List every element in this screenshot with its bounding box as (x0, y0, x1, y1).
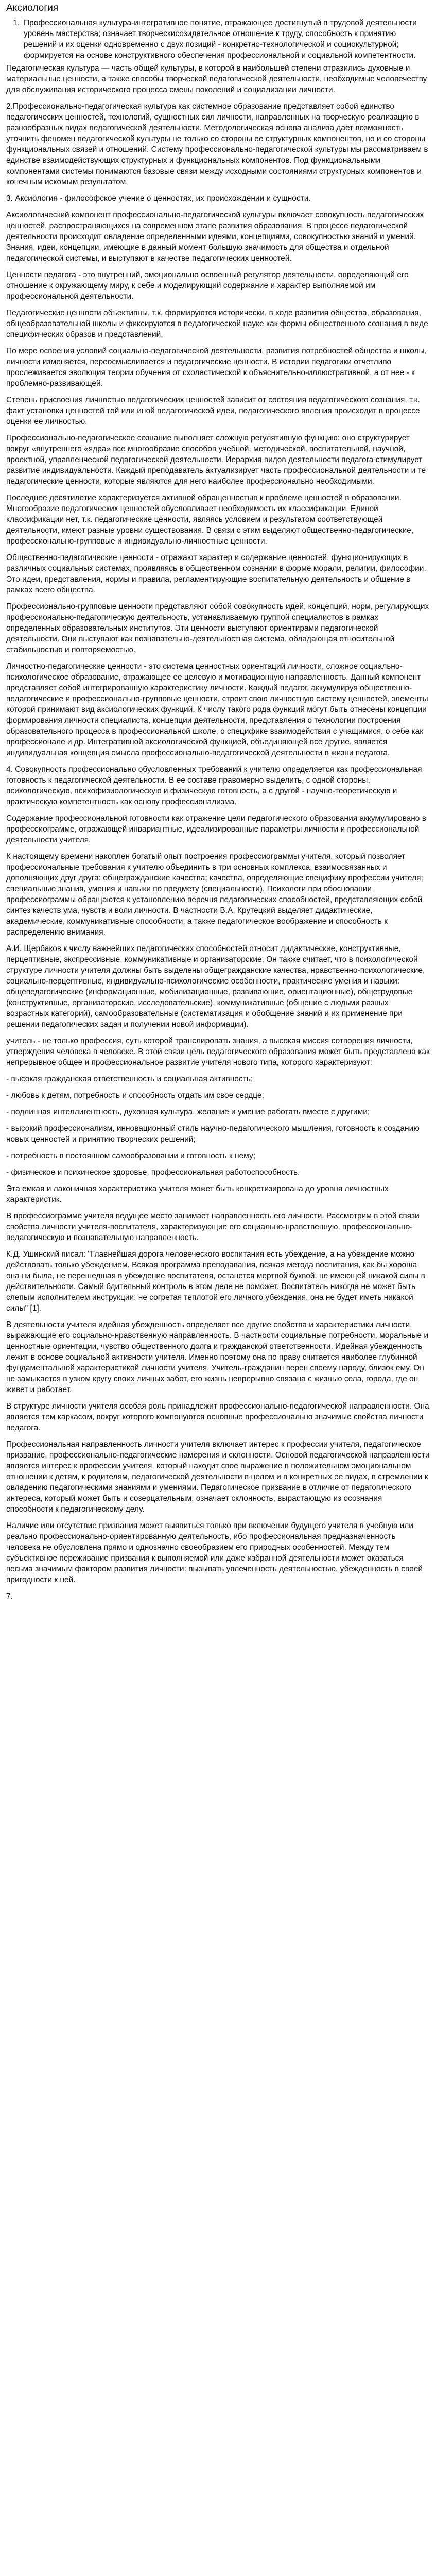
paragraph: В структуре личности учителя особая роль принадлежит профессионально-педагогической направленности. Она является тем каркасом, вокруг которого компонуются основные профессионально значимые свойства личности педагога. (6, 1402, 429, 1432)
paragraph: Профессионально-групповые ценности представляют собой совокупность идей, концепций, норм, регулирующих профессионально-педагогическую деятельность, устанавливаемую группой специалистов в рамках определенных образовательных институтов. Эти ценности выступают ориентирами педагогической деятельности. Они выступают как познавательно-деятельностная система, обладающая относительной стабильностью и повторяемостью. (6, 602, 429, 654)
footer-number: 7. (6, 1592, 13, 1601)
paragraph: Ценности педагога - это внутренний, эмоционально освоенный регулятор деятельности, определяющий его отношение к окружающему миру, к себе и моделирующий содержание и характер выполняемой им профессиональной деятельности. (6, 270, 409, 301)
paragraph: В профессиограмме учителя ведущее место занимает направленность его личности. Рассмотрим в этой связи свойства личности учителя-воспитателя, характеризующие его социально-нравственную, профессионально-педагогическую и познавательную направленность. (6, 1212, 420, 1242)
paragraph: - подлинная интеллигентность, духовная культура, желание и умение работать вместе с другими; (6, 1108, 370, 1116)
paragraph: Аксиологический компонент профессионально-педагогической культуры включает совокупность педагогических ценностей, распространяющихся на современном этапе развития образования. В процессе педагогической деятельности происходит овладение определенными идеями, концепциями, совокупностью знаний и умений. Знания, идеи, концепции, имеющие в данный момент большую значимость для общества и отдельной педагогической системы, и выступают в качестве педагогических ценностей. (6, 211, 424, 263)
paragraph: Степень присвоения личностью педагогических ценностей зависит от состояния педагогического сознания, т.к. факт установки ценностей той или иной педагогической идеи, педагогического явления происходит в процессе оценки ее личностью. (6, 396, 420, 426)
paragraph: Педагогическая культура — часть общей культуры, в которой в наибольшей степени отразились духовные и материальные ценности, а также способы творческой педагогической деятельности, необходимые человечеству для обслуживания исторического процесса смены поколений и социализации личности. (6, 64, 427, 94)
paragraph: 3. Аксиология - философское учение о ценностях, их происхождении и сущности. (6, 194, 311, 203)
paragraph: К настоящему времени накоплен богатый опыт построения профессиограммы учителя, который позволяет профессиональные требования к учителю объединить в три основных комплекса, взаимосвязанных и дополняющих друг друга: общегражданские качества; качества, определяющие специфику профессии учителя; специальные знания, умения и навыки по предмету (специальности). Психологи при обосновании профессиограммы обращаются к установлению перечня педагогических способностей, представляющих собой синтез качеств ума, чувств и воли личности. В частности В.А. Крутецкий выделяет дидактические, академические, коммуникативные способности, а также педагогическое воображение и способность к распределению внимания. (6, 852, 423, 937)
paragraph: Профессиональная направленность личности учителя включает интерес к профессии учителя, педагогическое призвание, профессионально-педагогические намерения и склонности. Основой педагогической направленности является интерес к профессии учителя, который находит свое выражение в положительном эмоциональном отношении к детям, к родителям, педагогической деятельности в целом и в конкретных ее видах, в стремлении к овладению педагогическими знаниями и умениями. Педагогическое призвание в отличие от педагогического интереса, который может быть и созерцательным, означает склонность, вырастающую из осознания способности к педагогическому делу. (6, 1440, 430, 1514)
paragraph: В деятельности учителя идейная убежденность определяет все другие свойства и характеристики личности, выражающие его социально-нравственную направленность. В частности социальные потребности, моральные и ценностные ориентации, чувство общественного долга и гражданской ответственности. Идейная убежденность лежит в основе социальной активности учителя. Именно поэтому она по праву считается наиболее глубинной фундаментальной характеристикой личности учителя. Учитель-гражданин верен своему народу, близок ему. Он не замыкается в узком кругу своих личных забот, его жизнь непрерывно связана с жизнью села, города, где он живет и работает. (6, 1320, 428, 1394)
paragraph: 4. Совокупность профессионально обусловленных требований к учителю определяется как профессиональная готовность к педагогической деятельности. В ее составе правомерно выделить, с одной стороны, психологическую, психофизиологическую и физическую готовность, а с другой - научно-теоретическую и практическую компетентность как основу профессионализма. (6, 765, 422, 806)
paragraph: - потребность в постоянном самообразовании и готовность к нему; (6, 1151, 256, 1160)
paragraph: Содержание профессиональной готовности как отражение цели педагогического образования аккумулировано в профессиограмме, отражающей инвариантные, идеализированные параметры личности и профессиональной деятельности учителя. (6, 814, 426, 844)
paragraph: учитель - не только профессия, суть которой транслировать знания, а высокая миссия сотворения личности, утверждения человека в человеке. В этой связи цель педагогического образования может быть представлена как непрерывное общее и профессиональное развитие учителя нового типа, которого характеризуют: (6, 1037, 430, 1067)
item-number: 1. (13, 19, 20, 27)
numbered-item (6, 18, 431, 61)
paragraph: - физическое и психическое здоровье, профессиональная работоспособность. (6, 1168, 300, 1177)
paragraph: По мере освоения условий социально-педагогической деятельности, развития потребностей общества и школы, личности изменяется, переосмысливается и педагогические ценности. В истории педагогики отчетливо прослеживается эволюция теории обучения от схоластической к объяснительно-иллюстративной, а от нее - к проблемно-развивающей. (6, 347, 427, 388)
paragraph: - любовь к детям, потребность и способность отдать им свое сердце; (6, 1091, 264, 1100)
paragraph: Педагогические ценности объективны, т.к. формируются исторически, в ходе развития общества, образования, общеобразовательной школы и фиксируются в педагогической науке как формы общественного сознания в виде специфических образов и представлений. (6, 309, 428, 339)
document-title: Аксиология (6, 3, 59, 13)
paragraph: К.Д. Ушинский писал: "Главнейшая дорога человеческого воспитания есть убеждение, а на убеждение можно действовать только убеждением. Всякая программа преподавания, всякая метода воспитания, как бы хороша она ни была, не перешедшая в убеждение воспитателя, останется мертвой буквой, не имеющей никакой силы в действительности. Самый бдительный контроль в этом деле не поможет. Воспитатель никогда не может быть слепым исполнителем инструкции: не согретая теплотой его личного убеждения, она не будет иметь никакой силы" [1]. (6, 1250, 425, 1313)
paragraph: Последнее десятилетие характеризуется активной обращенностью к проблеме ценностей в образовании. Многообразие педагогических ценностей обусловливает необходимость их классификации. Единой классификации нет, т.к. педагогические ценности, являясь условием и результатом соответствующей деятельности, имеют разные уровни существования. В связи с этим выделяют общественно-педагогические, профессионально-групповые и индивидуально-личностные ценности. (6, 494, 414, 546)
paragraph: Профессионально-педагогическое сознание выполняет сложную регулятивную функцию: оно структурирует вокруг «внутреннего «ядра» все многообразие способов учебной, методической, воспитательной, научной, проектной, управленческой педагогической деятельности. Иерархия видов деятельности педагога стимулирует развитие индивидуальности. Каждый преподаватель актуализирует часть профессиональной деятельности и те педагогические ценности, которые являются для него наиболее профессионально необходимыми. (6, 434, 426, 486)
paragraph: - высокая гражданская ответственность и социальная активность; (6, 1075, 253, 1083)
paragraph: Эта емкая и лаконичная характеристика учителя может быть конкретизирована до уровня личностных характеристик. (6, 1184, 389, 1204)
paragraph: А.И. Щербаков к числу важнейших педагогических способностей относит дидактические, конструктивные, перцептивные, экспрессивные, коммуникативные и организаторские. Он также считает, что в психологической структуре личности учителя должны быть выделены общегражданские качества, нравственно-психологические, социально-перцептивные, индивидуально-психологические особенности, практические умения и навыки: общепедагогические (информационные, мобилизационные, развивающие, ориентационные), общетрудовые (конструктивные, организаторские, исследовательские), коммуникативные (общение с людьми разных возрастных категорий), самообразовательные (систематизация и обобщение знаний и их применение при решении педагогических задач и получении новой информации). (6, 944, 425, 1029)
paragraph: - высокий профессионализм, инновационный стиль научно-педагогического мышления, готовность к созданию новых ценностей и принятию творческих решений; (6, 1124, 420, 1144)
paragraph: Личностно-педагогические ценности - это система ценностных ориентаций личности, сложное социально-психологическое образование, отражающее ее целевую и мотивационную направленность. Данный компонент представляет собой интегрированную характеристику личности. Каждый педагог, аккумулируя общественно-педагогические и профессионально-групповые ценности, строит свою личностную систему ценностей, элементы которой принимают вид аксиологических функций. К числу такого рода функций могут быть отнесены концепции формирования личности специалиста, концепции деятельности, представления о технологии построения образовательного процесса в профессиональной школе, о специфике взаимодействия с учащимися, о себе как профессионале и др. Интегративной аксиологической функцией, объединяющей все другие, является индивидуальная концепция смысла профессионально-педагогической деятельности в жизни педагога. (6, 662, 428, 757)
paragraphs (6, 63, 431, 1585)
paragraph: Наличие или отсутствие призвания может выявиться только при включении будущего учителя в учебную или реально профессионально-ориентированную деятельность, ибо профессиональная предназначенность человека не обусловлена прямо и однозначно своеобразием его природных особенностей. Между тем субъективное переживание призвания к выполняемой или даже избранной деятельности может оказаться весьма значимым фактором развития личности: вызывать увлеченность деятельностью, убежденность в своей пригодности к ней. (6, 1521, 423, 1584)
paragraph: 2.Профессионально-педагогическая культура как системное образование представляет собой единство педагогических ценностей, технологий, сущностных сил личности, направленных на творческую реализацию в разнообразных видах педагогической деятельности. Методологическая основа анализа дает возможность уточнить феномен педагогической культуры не только со стороны ее структурных компонентов, но и со стороны функциональных связей и отношений. Систему профессионально-педагогической культуры мы рассматриваем в единстве взаимодействующих структурных и функциональных компонентов. Под функциональными компонентами системы понимаются базовые связи между исходными состояниями структурных компонентов и конечным искомым результатом. (6, 102, 428, 187)
item-text: Профессиональная культура-интегративное понятие, отражающее достигнутый в трудовой деятельности уровень мастерства; означает творческисозидательное отношение к труду, способность к принятию решений и их оценки одновременно с двух позиций - конкретно-технологической и социокультурной; формируется на основе конструктивного обеспечения профессиональной и социальной компетентности. (24, 19, 417, 60)
paragraph: Общественно-педагогические ценности - отражают характер и содержание ценностей, функционирующих в различных социальных системах, проявляясь в общественном сознании в форме морали, религии, философии. Это идеи, представления, нормы и правила, регламентирующие воспитательную деятельность и общение в рамках всего общества. (6, 553, 426, 595)
